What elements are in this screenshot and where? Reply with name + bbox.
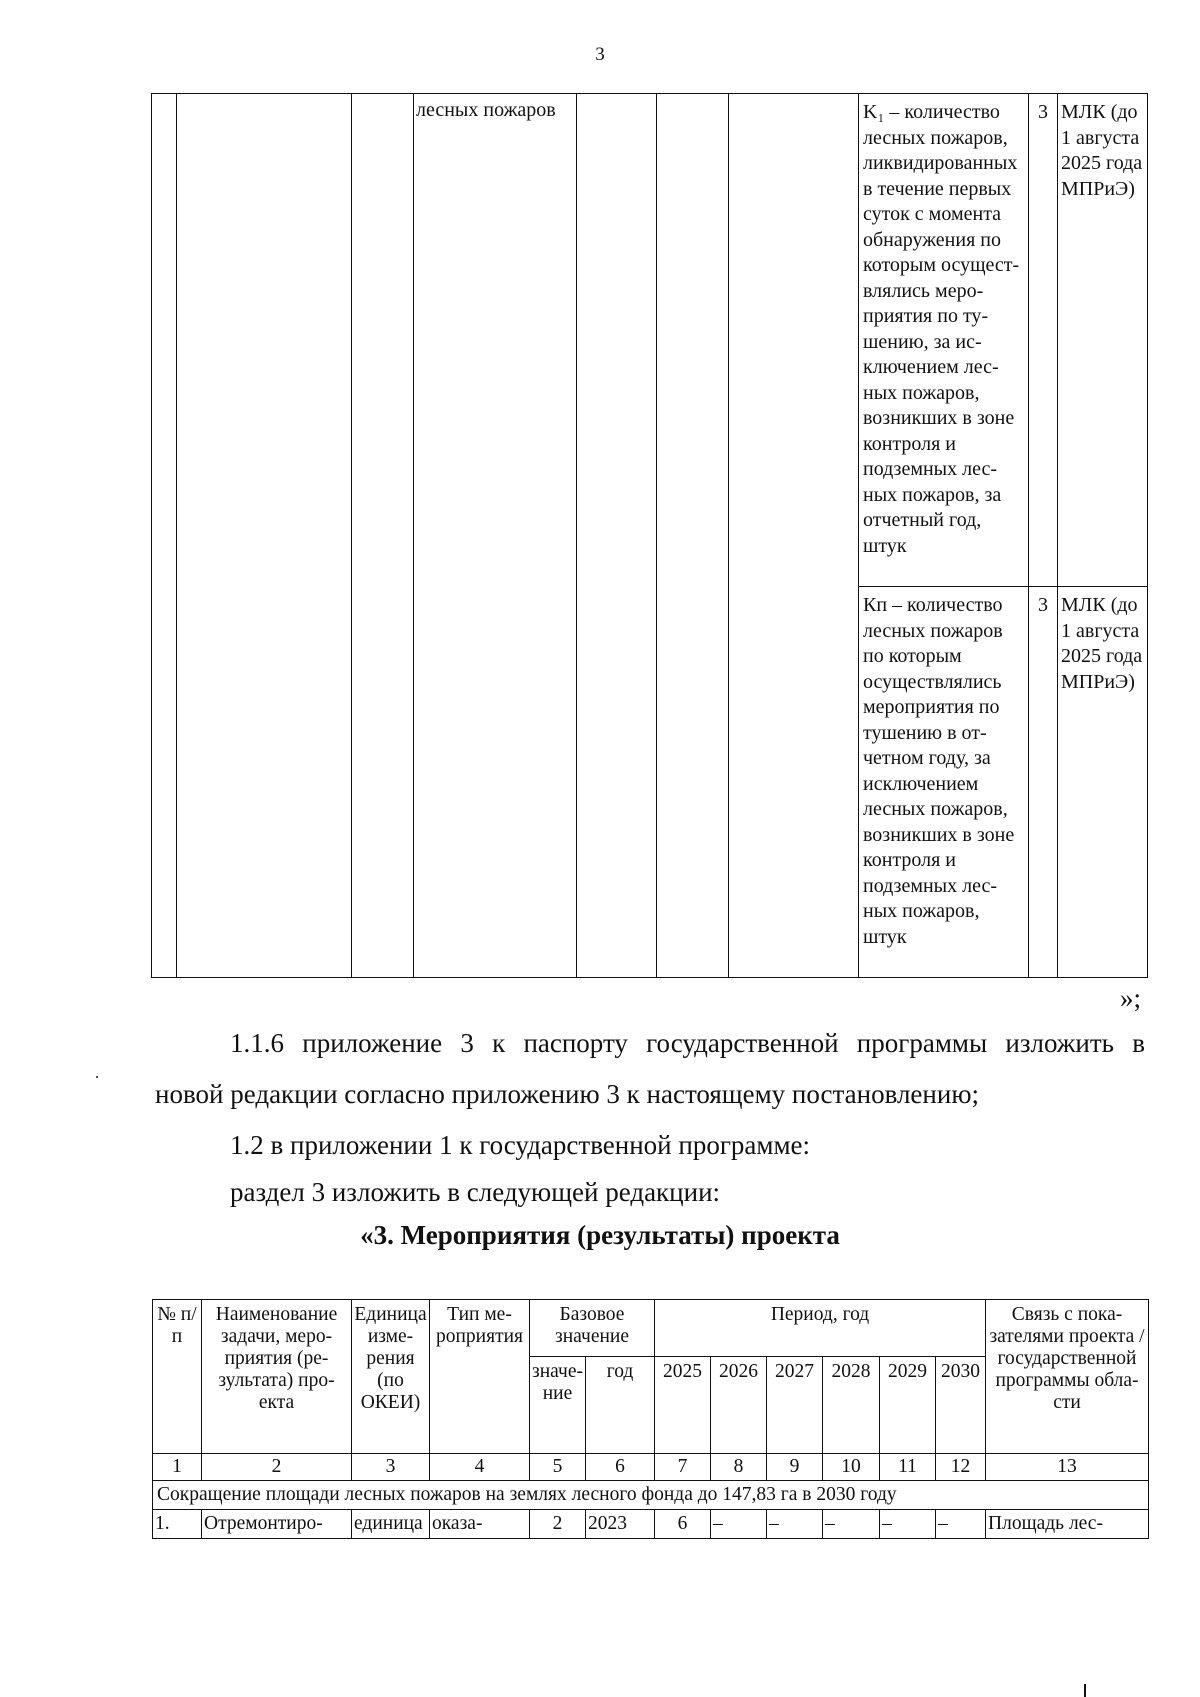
- header-type: Тип мероприятия: [430, 1300, 530, 1454]
- column-number: 5: [530, 1454, 586, 1481]
- column-number: 4: [430, 1454, 530, 1481]
- header-base: Базовое значение: [530, 1300, 655, 1357]
- row-value: –: [936, 1510, 986, 1539]
- variable-number-cell: 3: [1029, 94, 1058, 587]
- table-cell: [577, 94, 657, 978]
- header-period: Период, год: [655, 1300, 986, 1357]
- row-base-year: 2023: [586, 1510, 655, 1539]
- column-number: 9: [767, 1454, 823, 1481]
- header-year: 2029: [880, 1357, 936, 1454]
- table-row: [152, 94, 1148, 587]
- variable-source-cell: МЛК (до 1 августа 2025 года МПРиЭ): [1058, 587, 1148, 978]
- row-value: –: [880, 1510, 936, 1539]
- column-number: 6: [586, 1454, 655, 1481]
- row-base-value: 2: [530, 1510, 586, 1539]
- table-cell: [729, 94, 859, 978]
- row-value: –: [711, 1510, 767, 1539]
- paragraph-2: 1.2 в приложении 1 к государственной программе:: [230, 1130, 811, 1160]
- column-number: 10: [823, 1454, 880, 1481]
- header-base-year: год: [586, 1357, 655, 1454]
- column-number: 13: [986, 1454, 1149, 1481]
- variable-number-cell: 3: [1029, 587, 1058, 978]
- table-row: [153, 1510, 1149, 1539]
- row-unit: единица: [352, 1510, 430, 1539]
- variable-source-cell: МЛК (до 1 августа 2025 года МПРиЭ): [1058, 94, 1148, 587]
- header-link: Связь с показателями проекта / государственной программы области: [986, 1300, 1149, 1454]
- column-number: 1: [153, 1454, 202, 1481]
- section-title: «3. Мероприятия (результаты) проекта: [360, 1220, 840, 1250]
- header-num: № п/п: [153, 1300, 202, 1454]
- project-activities-table: [152, 1299, 1149, 1539]
- column-number: 8: [711, 1454, 767, 1481]
- row-link: Площадь лес-: [986, 1510, 1149, 1539]
- header-base-value: значение: [530, 1357, 586, 1454]
- header-year: 2028: [823, 1357, 880, 1454]
- table-cell: [657, 94, 729, 978]
- row-value: –: [823, 1510, 880, 1539]
- column-number: 11: [880, 1454, 936, 1481]
- row-num: 1.: [153, 1510, 202, 1539]
- table-cell: [177, 94, 352, 978]
- scan-edge-mark: [1084, 1684, 1086, 1697]
- continued-text-cell: лесных пожаров: [414, 94, 577, 978]
- task-title: Сокращение площади лесных пожаров на землях лесного фонда до 147,83 га в 2030 году: [153, 1481, 1149, 1510]
- header-year: 2025: [655, 1357, 711, 1454]
- header-row: [153, 1300, 1149, 1357]
- column-number: 12: [936, 1454, 986, 1481]
- scan-speck: [96, 1076, 98, 1078]
- header-year: 2030: [936, 1357, 986, 1454]
- header-year: 2027: [767, 1357, 823, 1454]
- paragraph-1-line-1: 1.1.6 приложение 3 к паспорту государственной программы изложить в: [230, 1028, 1145, 1058]
- row-value: 6: [655, 1510, 711, 1539]
- column-number: 3: [352, 1454, 430, 1481]
- indicator-continuation-table: [151, 93, 1148, 978]
- page-number: 3: [595, 44, 605, 65]
- row-type: оказа-: [430, 1510, 530, 1539]
- header-year: 2026: [711, 1357, 767, 1454]
- column-number: 7: [655, 1454, 711, 1481]
- variable-definition-cell: Кп – количество лесных пожаров по которым осуществлялись мероприятия по тушению в отчетном году, за исключением лесных пожаров, возникших в зоне контроля и подземных лесных пожаров, штук: [859, 587, 1029, 978]
- table-cell: [152, 94, 177, 978]
- column-number: 2: [202, 1454, 352, 1481]
- header-unit: Единица измерения (по ОКЕИ): [352, 1300, 430, 1454]
- closing-quote: »;: [1120, 983, 1142, 1013]
- table-cell: [352, 94, 414, 978]
- paragraph-3: раздел 3 изложить в следующей редакции:: [230, 1177, 721, 1207]
- header-name: Наименование задачи, мероприятия (результата) проекта: [202, 1300, 352, 1454]
- paragraph-1-line-2: новой редакции согласно приложению 3 к настоящему постановлению;: [155, 1079, 979, 1109]
- column-number-row: [153, 1454, 1149, 1481]
- task-row: [153, 1481, 1149, 1510]
- row-value: –: [767, 1510, 823, 1539]
- variable-definition-cell: K₁ – количество лесных пожаров, ликвидированных в течение первых суток с момента обнаружения по которым осуществлялись мероприятия по тушению, за исключением лесных пожаров, возникших в зоне контроля и подземных лесных пожаров, за отчетный год, штук: [859, 94, 1029, 587]
- row-name: Отремонтиро-: [202, 1510, 352, 1539]
